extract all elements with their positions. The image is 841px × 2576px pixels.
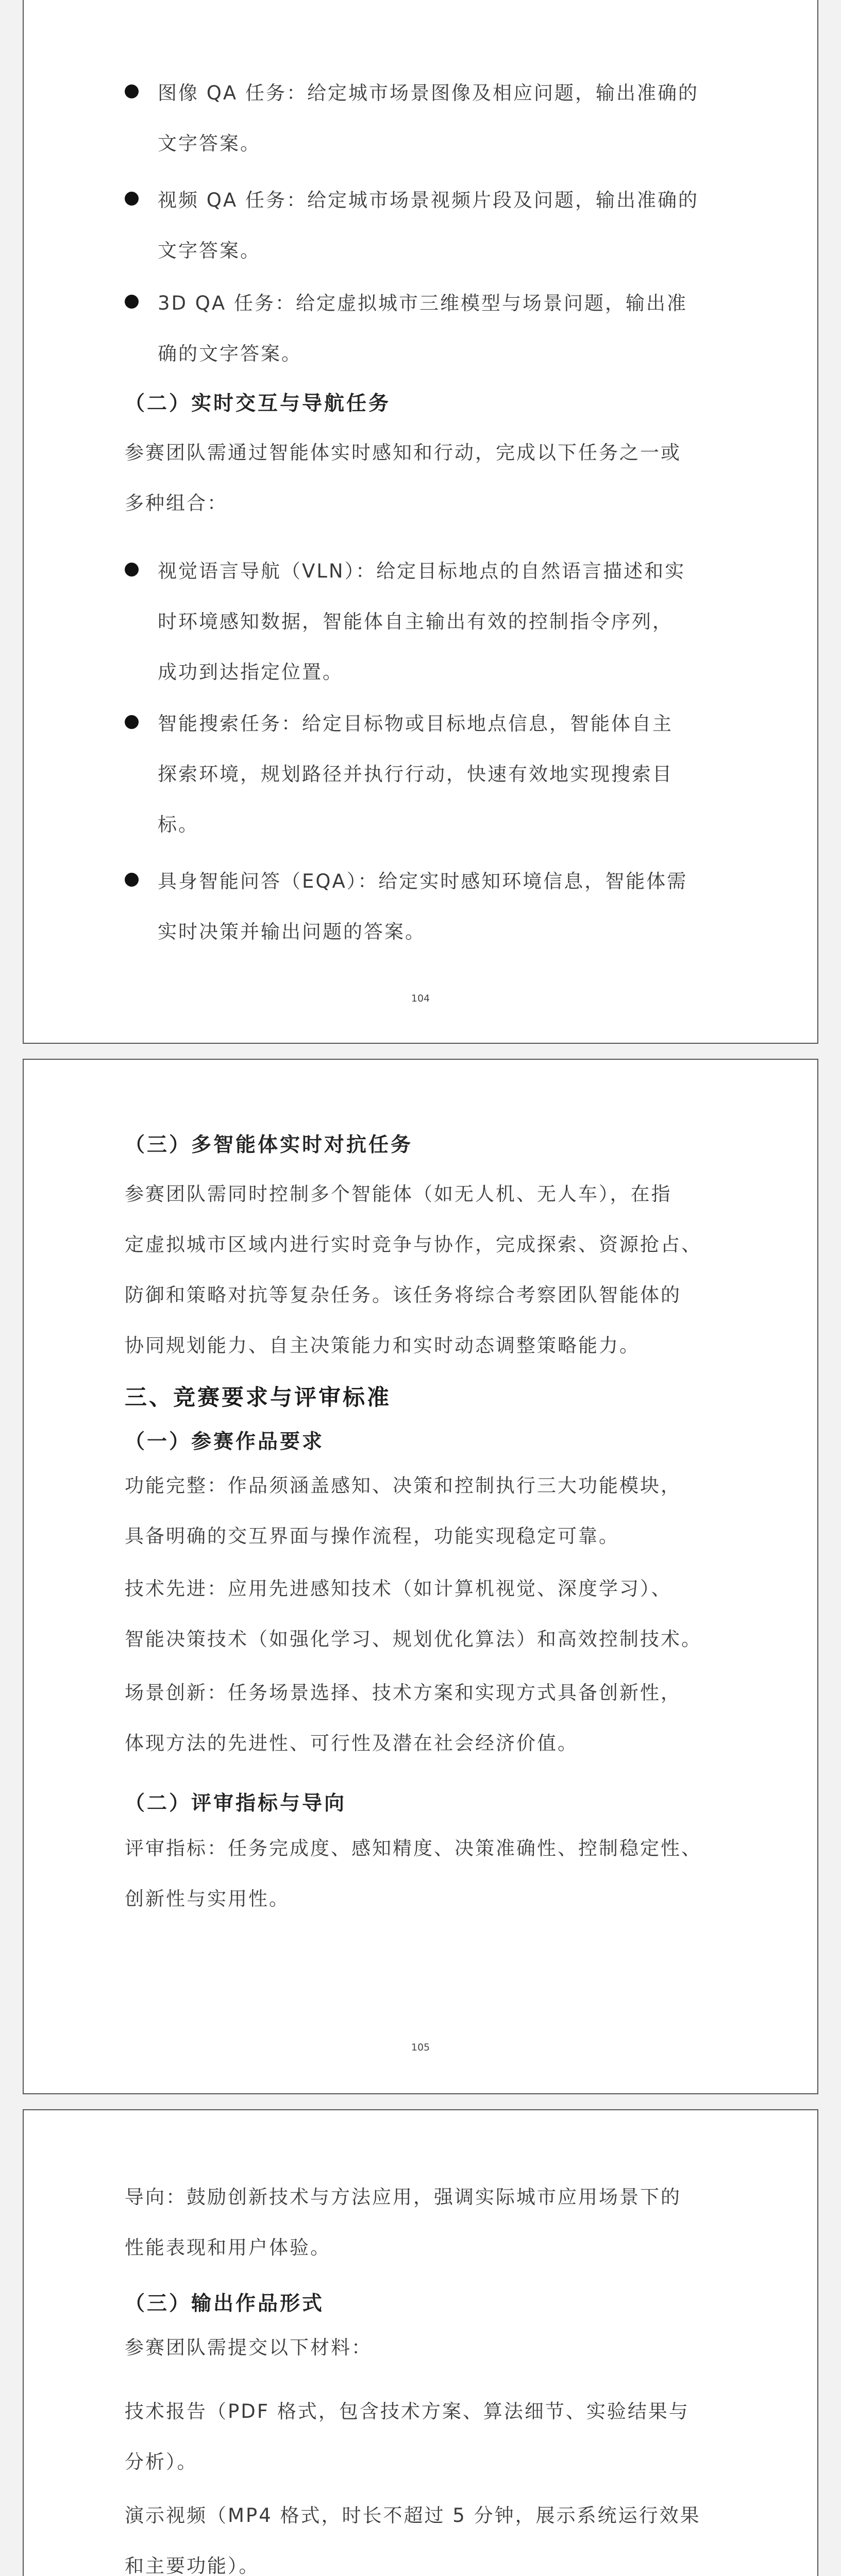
text-line: 评审指标：任务完成度、感知精度、决策准确性、控制稳定性、 [125,1837,702,1859]
text-line: 时环境感知数据，智能体自主输出有效的控制指令序列， [158,611,673,633]
text-line: 参赛团队需通过智能体实时感知和行动，完成以下任务之一或 [125,442,681,464]
bullet-dot-icon [125,84,139,98]
bullet-dot-icon [125,192,139,206]
text-line: 导向：鼓励创新技术与方法应用，强调实际城市应用场景下的 [125,2186,681,2208]
text-line: 智能搜索任务：给定目标物或目标地点信息，智能体自主 [158,713,673,735]
bullet-dot-icon [125,295,139,309]
text-line: 3D QA 任务：给定虚拟城市三维模型与场景问题，输出准 [158,292,687,314]
text-line: 创新性与实用性。 [125,1888,290,1910]
text-line: 视觉语言导航（VLN）：给定目标地点的自然语言描述和实 [158,560,686,582]
paragraph [125,1169,702,1371]
paragraph [125,2172,681,2273]
text-line: 文字答案。 [158,132,261,155]
text-line: 确的文字答案。 [158,343,302,365]
section-heading: （一）参赛作品要求 [125,1430,325,1453]
text-line: 标。 [158,814,199,836]
document-page-104 [23,0,818,1044]
section-heading: （二）评审指标与导向 [125,1792,347,1815]
document-page-105 [23,1059,818,2094]
paragraph [125,1564,702,1665]
text-line: 具备明确的交互界面与操作流程，功能实现稳定可靠。 [125,1525,619,1547]
text-line: 成功到达指定位置。 [158,661,343,683]
paragraph [125,1823,702,1924]
text-line: 防御和策略对抗等复杂任务。该任务将综合考察团队智能体的 [125,1284,681,1306]
page-number: 105 [411,2042,430,2053]
section-heading: （三）多智能体实时对抗任务 [125,1133,413,1157]
section-heading: （二）实时交互与导航任务 [125,392,391,415]
text-line: 多种组合： [125,492,228,514]
bullet-dot-icon [125,873,139,887]
text-line: 视频 QA 任务：给定城市场景视频片段及问题，输出准确的 [158,189,699,211]
page-number: 104 [411,993,430,1004]
text-line: 和主要功能）。 [125,2555,260,2576]
chapter-heading: 三、竞赛要求与评审标准 [125,1385,391,1411]
paragraph [125,428,681,529]
text-line: 智能决策技术（如强化学习、规划优化算法）和高效控制技术。 [125,1628,702,1650]
paragraph [125,2386,689,2487]
text-line: 协同规划能力、自主决策能力和实时动态调整策略能力。 [125,1334,640,1357]
text-line: 探索环境，规划路径并执行行动，快速有效地实现搜索目 [158,763,673,785]
text-line: 定虚拟城市区域内进行实时竞争与协作，完成探索、资源抢占、 [125,1233,702,1256]
document-page-106 [23,2109,818,2576]
bullet-dot-icon [125,563,139,577]
text-line: 场景创新：任务场景选择、技术方案和实现方式具备创新性， [125,1682,681,1704]
text-line: 文字答案。 [158,240,261,262]
paragraph [125,2490,701,2576]
paragraph: 参赛团队需提交以下材料： [125,2336,372,2359]
text-line: 图像 QA 任务：给定城市场景图像及相应问题，输出准确的 [158,82,699,104]
text-line: 实时决策并输出问题的答案。 [158,921,426,943]
section-heading: （三）输出作品形式 [125,2292,325,2315]
text-line: 功能完整：作品须涵盖感知、决策和控制执行三大功能模块， [125,1475,681,1497]
bullet-dot-icon [125,715,139,729]
text-line: 分析）。 [125,2451,198,2473]
text-line: 体现方法的先进性、可行性及潜在社会经济价值。 [125,1732,578,1754]
text-line: 技术报告（PDF 格式，包含技术方案、算法细节、实验结果与 [125,2400,689,2422]
text-line: 技术先进：应用先进感知技术（如计算机视觉、深度学习）、 [125,1578,672,1600]
paragraph [125,1668,681,1769]
text-line: 演示视频（MP4 格式，时长不超过 5 分钟，展示系统运行效果 [125,2504,701,2527]
text-line: 参赛团队需同时控制多个智能体（如无人机、无人车），在指 [125,1183,672,1205]
text-line: 性能表现和用户体验。 [125,2236,331,2259]
text-line: 具身智能问答（EQA）：给定实时感知环境信息，智能体需 [158,870,688,892]
paragraph [125,1461,681,1562]
